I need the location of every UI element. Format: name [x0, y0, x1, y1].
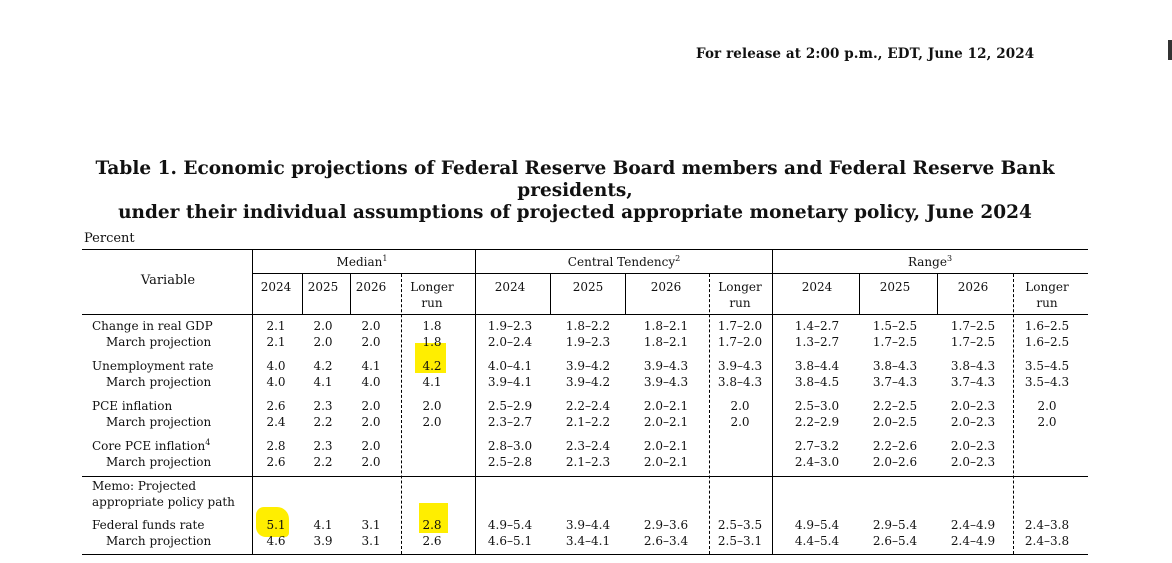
median-cell: 2.0: [422, 415, 442, 429]
range-cell: 3.8–4.4: [794, 359, 840, 373]
central-cell: 4.9–5.4: [487, 518, 533, 532]
median-cell: 4.6: [266, 534, 286, 548]
central-cell: 2.9–3.6: [643, 518, 689, 532]
header-rule: [252, 273, 1088, 274]
range-cell: 2.2–2.6: [872, 439, 918, 453]
central-cell: 3.8–4.3: [717, 375, 763, 389]
median-cell: 4.0: [266, 359, 286, 373]
median-cell: 4.2: [313, 359, 333, 373]
header-divider: [302, 274, 303, 314]
median-cell: 4.0: [361, 375, 381, 389]
median-cell: 4.1: [361, 359, 381, 373]
row-label: March projection: [106, 534, 212, 548]
median-cell: 1.8: [422, 335, 442, 349]
central-cell: 1.7–2.0: [717, 319, 763, 333]
median-cell: 2.3: [313, 439, 333, 453]
median-cell: 2.0: [361, 439, 381, 453]
central-cell: 2.3–2.4: [565, 439, 611, 453]
range-cell: 3.5–4.3: [1024, 375, 1070, 389]
table-title: [60, 158, 1090, 224]
central-cell: 1.8–2.1: [643, 319, 689, 333]
projections-table: [82, 249, 1088, 555]
range-cell: 2.0–2.6: [872, 455, 918, 469]
range-cell: 1.5–2.5: [872, 319, 918, 333]
median-cell: 2.0: [361, 399, 381, 413]
memo-line-2: appropriate policy path: [92, 495, 235, 509]
central-cell: 2.5–3.5: [717, 518, 763, 532]
central-cell: 3.4–4.1: [565, 534, 611, 548]
range-cell: 2.2–2.5: [872, 399, 918, 413]
central-cell: 2.1–2.2: [565, 415, 611, 429]
range-longer-run-header-2: run: [1036, 296, 1058, 310]
median-cell: 2.3: [313, 399, 333, 413]
row-label: Federal funds rate: [92, 518, 205, 532]
median-cell: 2.0: [313, 335, 333, 349]
range-cell: 2.9–5.4: [872, 518, 918, 532]
central-cell: 2.0–2.1: [643, 415, 689, 429]
median-cell: 3.9: [313, 534, 333, 548]
header-bottom-rule: [82, 314, 1088, 315]
range-header: Range$^3$: [907, 254, 953, 269]
central-cell: 1.8–2.2: [565, 319, 611, 333]
row-label: Unemployment rate: [92, 359, 214, 373]
range-cell: 3.8–4.5: [794, 375, 840, 389]
row-label: March projection: [106, 455, 212, 469]
memo-line-1: Memo: Projected: [92, 479, 197, 493]
median-cell: 2.6: [266, 399, 286, 413]
median-cell: 2.8: [266, 439, 286, 453]
central-longer-run-header: Longer: [718, 280, 762, 294]
central-cell: 3.9–4.1: [487, 375, 533, 389]
row-label: March projection: [106, 415, 212, 429]
central-cell: 2.0–2.1: [643, 455, 689, 469]
central-cell: 4.6–5.1: [487, 534, 533, 548]
range-year-header: 2025: [879, 280, 911, 294]
central-cell: 2.5–2.9: [487, 399, 533, 413]
central-cell: 4.0–4.1: [487, 359, 533, 373]
range-cell: 2.0–2.3: [950, 399, 996, 413]
unit-label: Percent: [84, 231, 135, 246]
central-cell: 2.3–2.7: [487, 415, 533, 429]
range-cell: 1.4–2.7: [794, 319, 840, 333]
central-cell: 3.9–4.2: [565, 359, 611, 373]
range-cell: 3.5–4.5: [1024, 359, 1070, 373]
range-cell: 2.0–2.3: [950, 455, 996, 469]
header-divider: [550, 274, 551, 314]
range-cell: 2.7–3.2: [794, 439, 840, 453]
median-cell: 2.6: [422, 534, 442, 548]
release-note: For release at 2:00 p.m., EDT, June 12, 2024: [696, 46, 1035, 62]
median-cell: 2.0: [361, 319, 381, 333]
median-cell: 2.8: [422, 518, 442, 532]
central-cell: 3.9–4.2: [565, 375, 611, 389]
median-cell: 4.1: [422, 375, 442, 389]
range-cell: 3.7–4.3: [872, 375, 918, 389]
range-cell: 3.8–4.3: [950, 359, 996, 373]
central-cell: 1.7–2.0: [717, 335, 763, 349]
central-cell: 2.6–3.4: [643, 534, 689, 548]
longer-run-separator: [1013, 274, 1014, 554]
range-cell: 2.4–3.0: [794, 455, 840, 469]
memo-rule: [82, 476, 1088, 477]
central-cell: 1.8–2.1: [643, 335, 689, 349]
central-year-header: 2024: [494, 280, 526, 294]
range-cell: 4.9–5.4: [794, 518, 840, 532]
range-cell: 3.7–4.3: [950, 375, 996, 389]
row-label: March projection: [106, 335, 212, 349]
median-cell: 2.0: [313, 319, 333, 333]
median-cell: 2.0: [361, 415, 381, 429]
range-cell: 2.0: [1037, 415, 1057, 429]
median-cell: 5.1: [266, 518, 286, 532]
col-divider: [475, 250, 476, 554]
median-cell: 2.6: [266, 455, 286, 469]
col-divider: [772, 250, 773, 554]
central-year-header: 2026: [650, 280, 682, 294]
range-cell: 4.4–5.4: [794, 534, 840, 548]
median-year-header: 2024: [260, 280, 292, 294]
title-line-2: under their individual assumptions of projected appropriate monetary policy, June 2024: [118, 202, 1032, 223]
median-cell: 4.0: [266, 375, 286, 389]
row-label: March projection: [106, 375, 212, 389]
range-cell: 1.6–2.5: [1024, 319, 1070, 333]
central-cell: 2.0–2.1: [643, 399, 689, 413]
median-cell: 4.1: [313, 518, 333, 532]
median-cell: 1.8: [422, 319, 442, 333]
median-cell: 2.0: [422, 399, 442, 413]
median-cell: 2.4: [266, 415, 286, 429]
median-cell: 3.1: [361, 518, 381, 532]
median-cell: 2.2: [313, 415, 333, 429]
central-longer-run-header-2: run: [729, 296, 751, 310]
central-cell: 2.8–3.0: [487, 439, 533, 453]
central-cell: 1.9–2.3: [565, 335, 611, 349]
longer-run-separator: [709, 274, 710, 554]
title-line-1: Table 1. Economic projections of Federal Reserve Board members and Federal Reserve Bank presidents,: [95, 158, 1055, 201]
range-cell: 2.5–3.0: [794, 399, 840, 413]
median-header: Median$^1$: [336, 254, 388, 269]
header-divider: [937, 274, 938, 314]
col-divider: [252, 250, 253, 554]
range-cell: 3.8–4.3: [872, 359, 918, 373]
range-cell: 1.6–2.5: [1024, 335, 1070, 349]
header-divider: [625, 274, 626, 314]
central-cell: 3.9–4.4: [565, 518, 611, 532]
range-cell: 2.0: [1037, 399, 1057, 413]
row-label: PCE inflation: [92, 399, 173, 413]
range-year-header: 2026: [957, 280, 989, 294]
central-cell: 2.0: [730, 399, 750, 413]
median-longer-run-header-2: run: [421, 296, 443, 310]
range-cell: 2.4–4.9: [950, 534, 996, 548]
median-cell: 2.1: [266, 319, 286, 333]
variable-header: Variable: [140, 273, 196, 288]
median-cell: 4.2: [422, 359, 442, 373]
row-label: Change in real GDP: [92, 319, 213, 333]
range-cell: 2.4–4.9: [950, 518, 996, 532]
range-cell: 2.4–3.8: [1024, 518, 1070, 532]
range-cell: 1.7–2.5: [950, 335, 996, 349]
range-cell: 2.4–3.8: [1024, 534, 1070, 548]
range-cell: 1.7–2.5: [872, 335, 918, 349]
header-divider: [859, 274, 860, 314]
range-cell: 2.0–2.3: [950, 415, 996, 429]
central-cell: 2.1–2.3: [565, 455, 611, 469]
central-cell: 2.2–2.4: [565, 399, 611, 413]
central-cell: 2.0: [730, 415, 750, 429]
range-year-header: 2024: [801, 280, 833, 294]
median-year-header: 2026: [355, 280, 387, 294]
median-year-header: 2025: [307, 280, 339, 294]
median-cell: 2.0: [361, 335, 381, 349]
median-cell: 4.1: [313, 375, 333, 389]
median-cell: 2.0: [361, 455, 381, 469]
scrollbar[interactable]: [1168, 40, 1172, 60]
central-cell: 3.9–4.3: [717, 359, 763, 373]
central-year-header: 2025: [572, 280, 604, 294]
range-cell: 2.0–2.3: [950, 439, 996, 453]
median-cell: 3.1: [361, 534, 381, 548]
header-divider: [350, 274, 351, 314]
range-cell: 2.6–5.4: [872, 534, 918, 548]
range-longer-run-header: Longer: [1025, 280, 1069, 294]
central-cell: 2.0–2.4: [487, 335, 533, 349]
range-cell: 2.0–2.5: [872, 415, 918, 429]
median-longer-run-header: Longer: [410, 280, 454, 294]
longer-run-separator: [401, 274, 402, 554]
row-label: Core PCE inflation$^4$: [92, 438, 211, 453]
central-cell: 3.9–4.3: [643, 375, 689, 389]
central-cell: 2.5–3.1: [717, 534, 763, 548]
range-cell: 2.2–2.9: [794, 415, 840, 429]
range-cell: 1.3–2.7: [794, 335, 840, 349]
median-cell: 2.2: [313, 455, 333, 469]
central-cell: 1.9–2.3: [487, 319, 533, 333]
median-cell: 2.1: [266, 335, 286, 349]
central-cell: 3.9–4.3: [643, 359, 689, 373]
range-cell: 1.7–2.5: [950, 319, 996, 333]
central-tendency-header: Central Tendency$^2$: [567, 254, 681, 269]
central-cell: 2.0–2.1: [643, 439, 689, 453]
central-cell: 2.5–2.8: [487, 455, 533, 469]
